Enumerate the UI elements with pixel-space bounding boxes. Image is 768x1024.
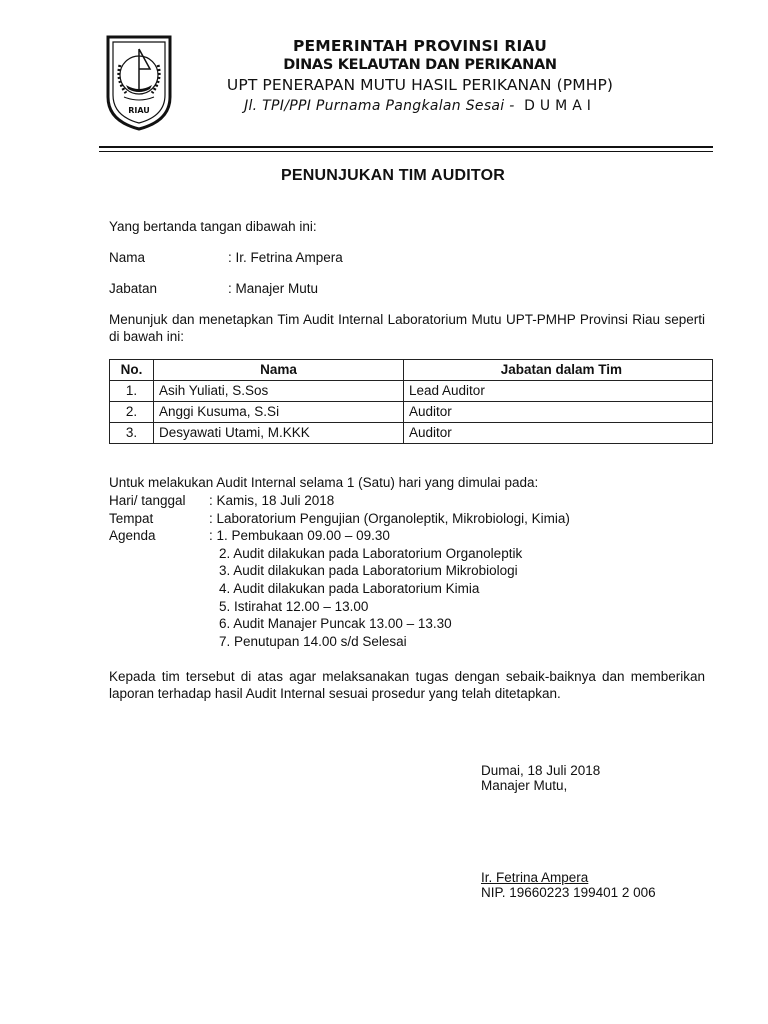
closing-text: Kepada tim tersebut di atas agar melaksanakan tugas dengan sebaik-baiknya dan memberikan laporan terhadap hasil Audit Internal sesuai prosedur yang telah ditetapkan. bbox=[109, 669, 705, 701]
intro-text: Yang bertanda tangan dibawah ini: bbox=[109, 219, 317, 234]
table-row bbox=[110, 402, 713, 423]
team-table bbox=[109, 359, 713, 444]
letterhead bbox=[190, 36, 650, 117]
name-value: : Ir. Fetrina Ampera bbox=[228, 250, 343, 265]
row-name: Asih Yuliati, S.Sos bbox=[154, 381, 404, 402]
agenda-item: : 1. Pembukaan 09.00 – 09.30 bbox=[209, 528, 390, 543]
table-header-row bbox=[110, 360, 713, 381]
position-value: : Manajer Mutu bbox=[228, 281, 319, 296]
letterhead-rule-thin bbox=[99, 151, 713, 152]
row-role: Lead Auditor bbox=[404, 381, 713, 402]
letterhead-rule-thick bbox=[99, 146, 713, 148]
agenda-item: 4. Audit dilakukan pada Laboratorium Kimia bbox=[219, 581, 480, 596]
letterhead-address bbox=[190, 96, 650, 117]
letterhead-unit: UPT PENERAPAN MUTU HASIL PERIKANAN (PMHP) bbox=[226, 76, 614, 94]
row-name: Anggi Kusuma, S.Si bbox=[154, 402, 404, 423]
logo-text: RIAU bbox=[128, 106, 150, 115]
appointment-text: Menunjuk dan menetapkan Tim Audit Internal Laboratorium Mutu UPT-PMHP Provinsi Riau seperti di bawah ini: bbox=[109, 312, 705, 344]
signature-nip: NIP. 19660223 199401 2 006 bbox=[481, 885, 656, 900]
riau-emblem-logo bbox=[106, 35, 172, 131]
agenda-item: 3. Audit dilakukan pada Laboratorium Mikrobiologi bbox=[219, 563, 518, 578]
agenda-label: Agenda bbox=[109, 528, 156, 543]
place-label: Tempat bbox=[109, 511, 154, 526]
letterhead-agency: DINAS KELAUTAN DAN PERIKANAN bbox=[283, 57, 557, 73]
signature-name: Ir. Fetrina Ampera bbox=[481, 870, 589, 885]
header-role: Jabatan dalam Tim bbox=[404, 360, 713, 381]
row-name: Desyawati Utami, M.KKK bbox=[154, 423, 404, 444]
table-row bbox=[110, 423, 713, 444]
agenda-item: 2. Audit dilakukan pada Laboratorium Organoleptik bbox=[219, 546, 523, 561]
row-role: Auditor bbox=[404, 402, 713, 423]
agenda-item: 5. Istirahat 12.00 – 13.00 bbox=[219, 599, 369, 614]
document-title: PENUNJUKAN TIM AUDITOR bbox=[281, 167, 505, 184]
date-label: Hari/ tanggal bbox=[109, 493, 186, 508]
table-row bbox=[110, 381, 713, 402]
row-no: 2. bbox=[110, 402, 154, 423]
position-label: Jabatan bbox=[109, 281, 158, 296]
agenda-item: 7. Penutupan 14.00 s/d Selesai bbox=[219, 634, 407, 649]
audit-intro: Untuk melakukan Audit Internal selama 1 (Satu) hari yang dimulai pada: bbox=[109, 475, 539, 490]
letterhead-government: PEMERINTAH PROVINSI RIAU bbox=[292, 37, 548, 55]
agenda-item: 6. Audit Manajer Puncak 13.00 – 13.30 bbox=[219, 616, 452, 631]
header-no: No. bbox=[110, 360, 154, 381]
row-no: 3. bbox=[110, 423, 154, 444]
place-value: : Laboratorium Pengujian (Organoleptik, Mikrobiologi, Kimia) bbox=[209, 511, 570, 526]
signature-position: Manajer Mutu, bbox=[481, 778, 568, 793]
row-no: 1. bbox=[110, 381, 154, 402]
address-city: DUMAI bbox=[524, 98, 596, 114]
name-label: Nama bbox=[109, 250, 146, 265]
date-value: : Kamis, 18 Juli 2018 bbox=[209, 493, 335, 508]
address-street: Jl. TPI/PPI Purnama Pangkalan Sesai - bbox=[244, 98, 515, 114]
row-role: Auditor bbox=[404, 423, 713, 444]
header-name: Nama bbox=[154, 360, 404, 381]
signature-place-date: Dumai, 18 Juli 2018 bbox=[481, 763, 601, 778]
